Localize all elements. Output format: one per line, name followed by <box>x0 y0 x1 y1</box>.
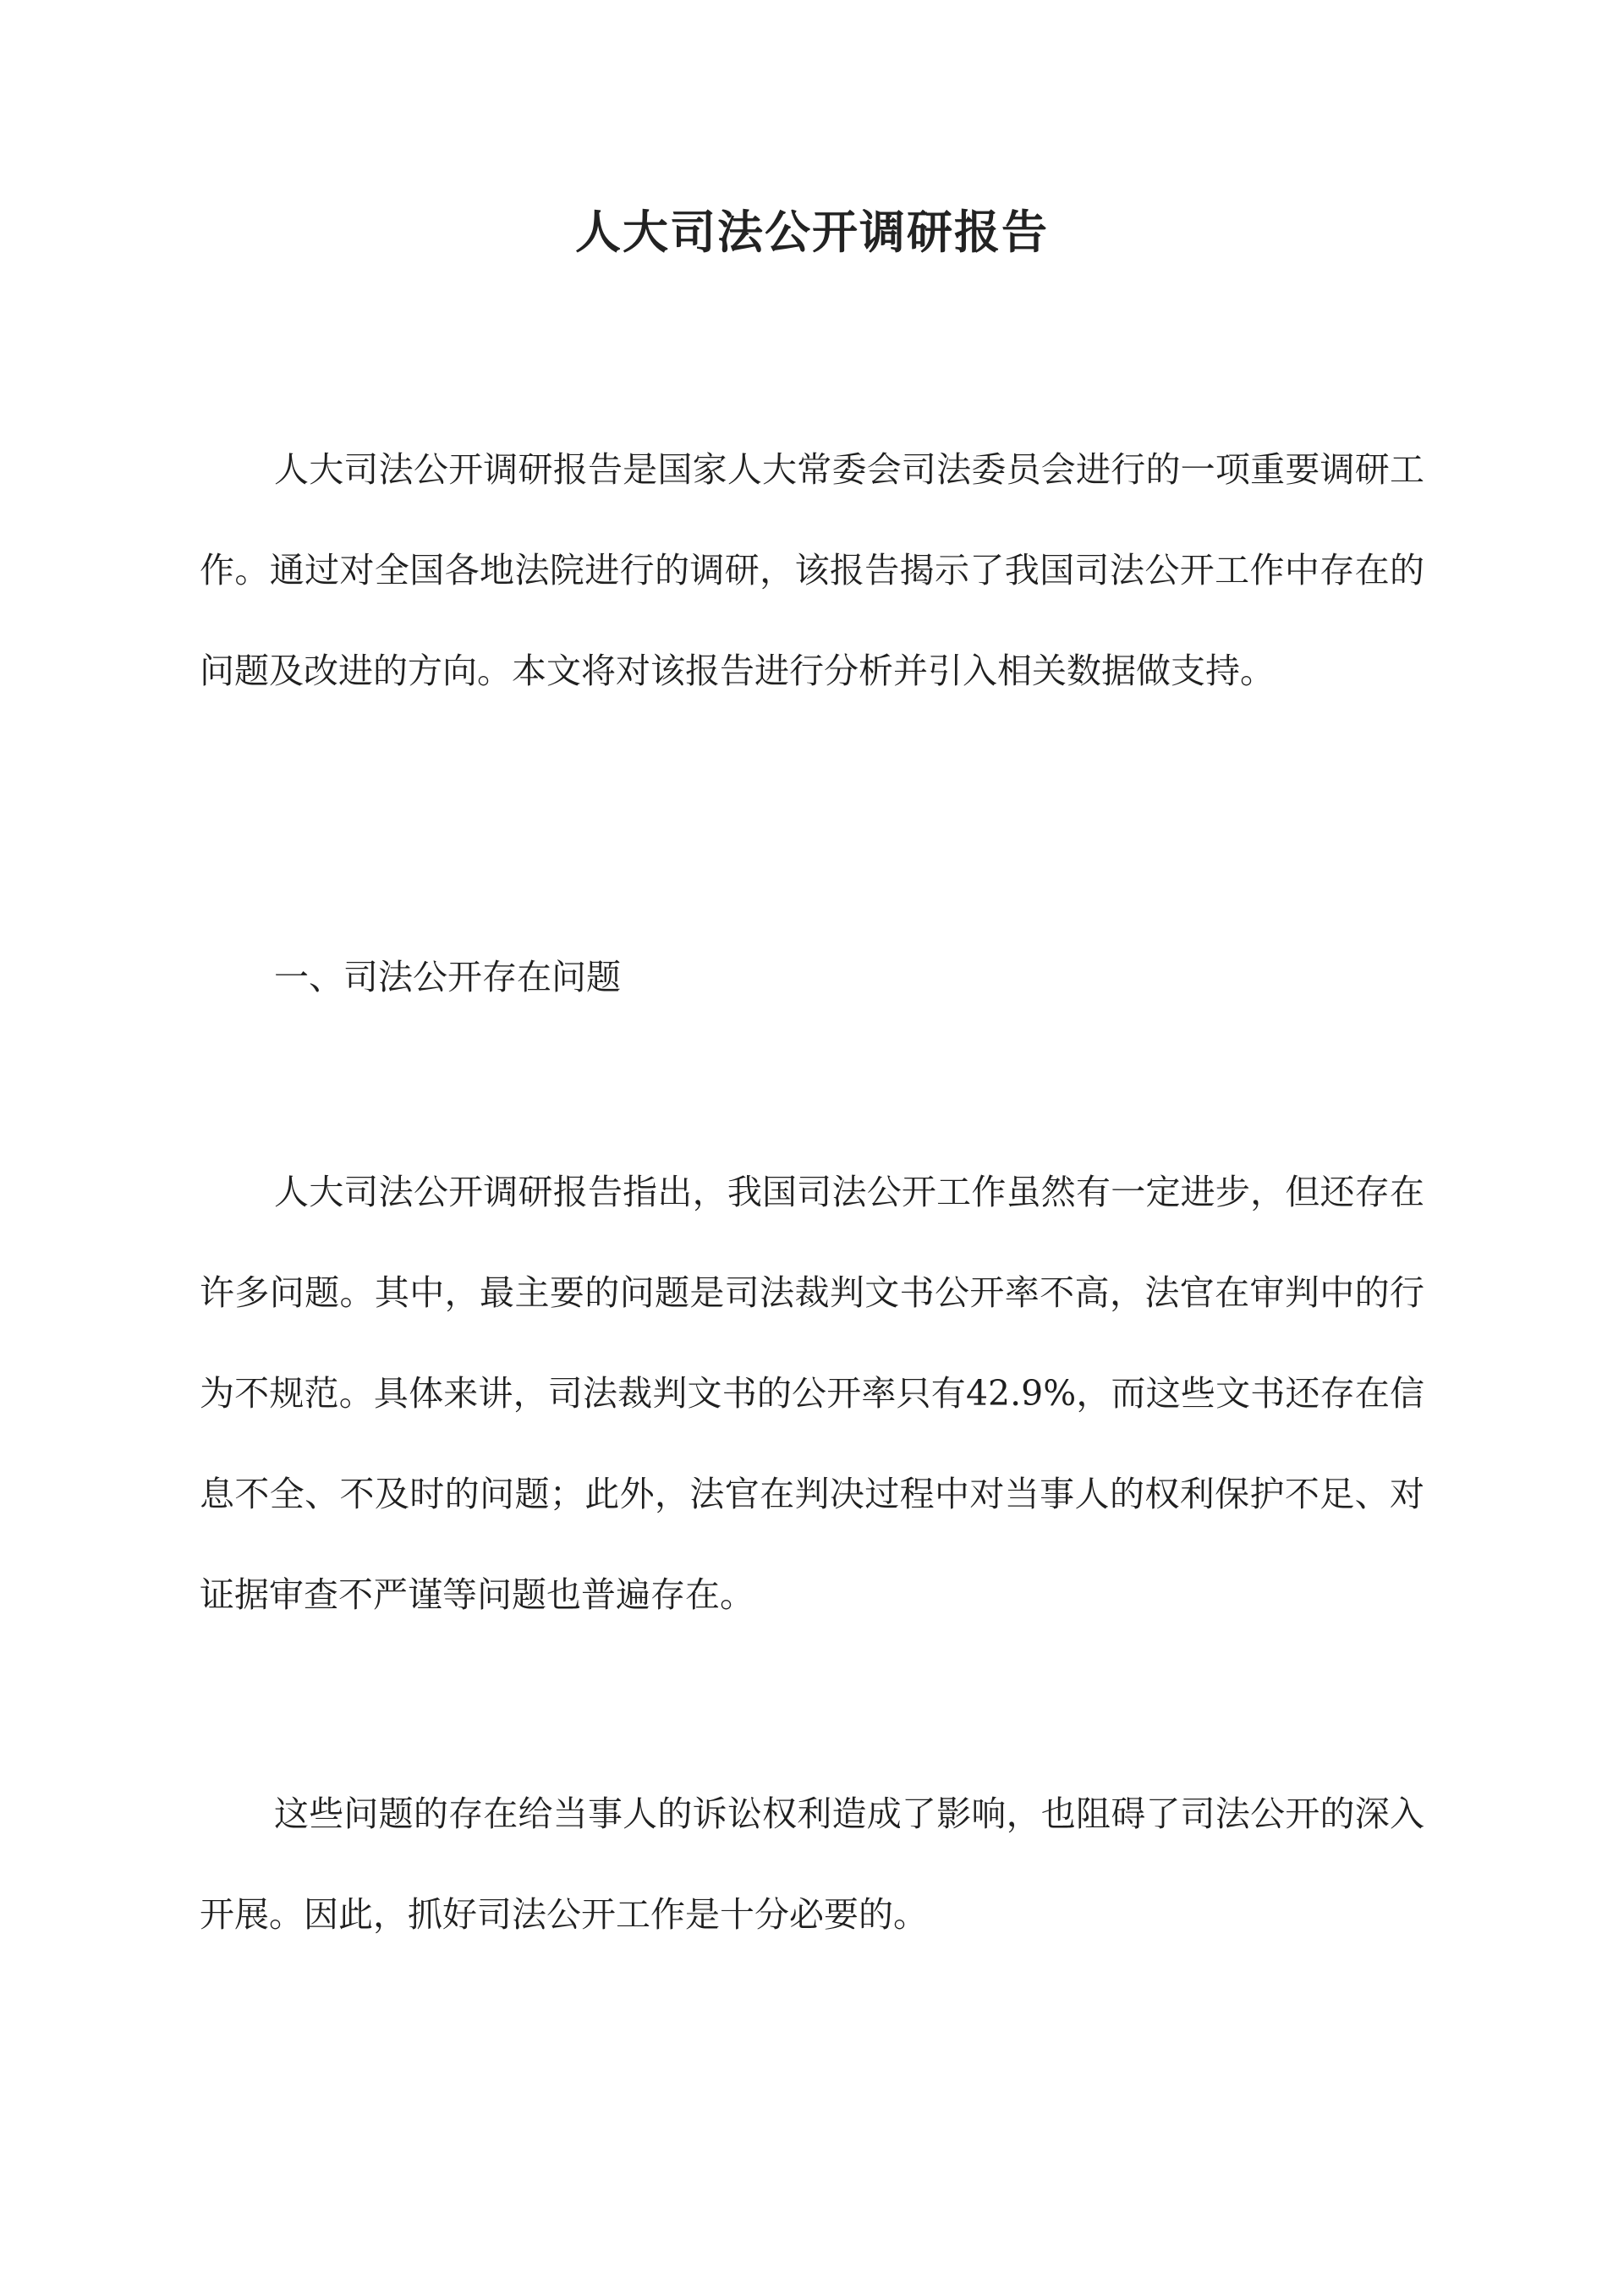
intro-paragraph: 人大司法公开调研报告是国家人大常委会司法委员会进行的一项重要调研工作。通过对全国各地法院进行的调研，该报告揭示了我国司法公开工作中存在的问题及改进的方向。本文将对该报告进行分析并引入相关数据做支持。 <box>200 449 1424 691</box>
problems-paragraph: 人大司法公开调研报告指出，我国司法公开工作虽然有一定进步，但还存在许多问题。其中，最主要的问题是司法裁判文书公开率不高，法官在审判中的行为不规范。具体来讲，司法裁判文书的公开率只有42.9%，而这些文书还存在信息不全、不及时的问题；此外，法官在判决过程中对当事人的权利保护不足、对证据审查不严谨等问题也普遍存在。 <box>200 1172 1424 1615</box>
section-heading-problems: 一、司法公开存在问题 <box>274 957 621 997</box>
impact-paragraph: 这些问题的存在给当事人的诉讼权利造成了影响，也阻碍了司法公开的深入开展。因此，抓好司法公开工作是十分必要的。 <box>200 1793 1424 1935</box>
document-title: 人大司法公开调研报告 <box>575 205 1049 259</box>
